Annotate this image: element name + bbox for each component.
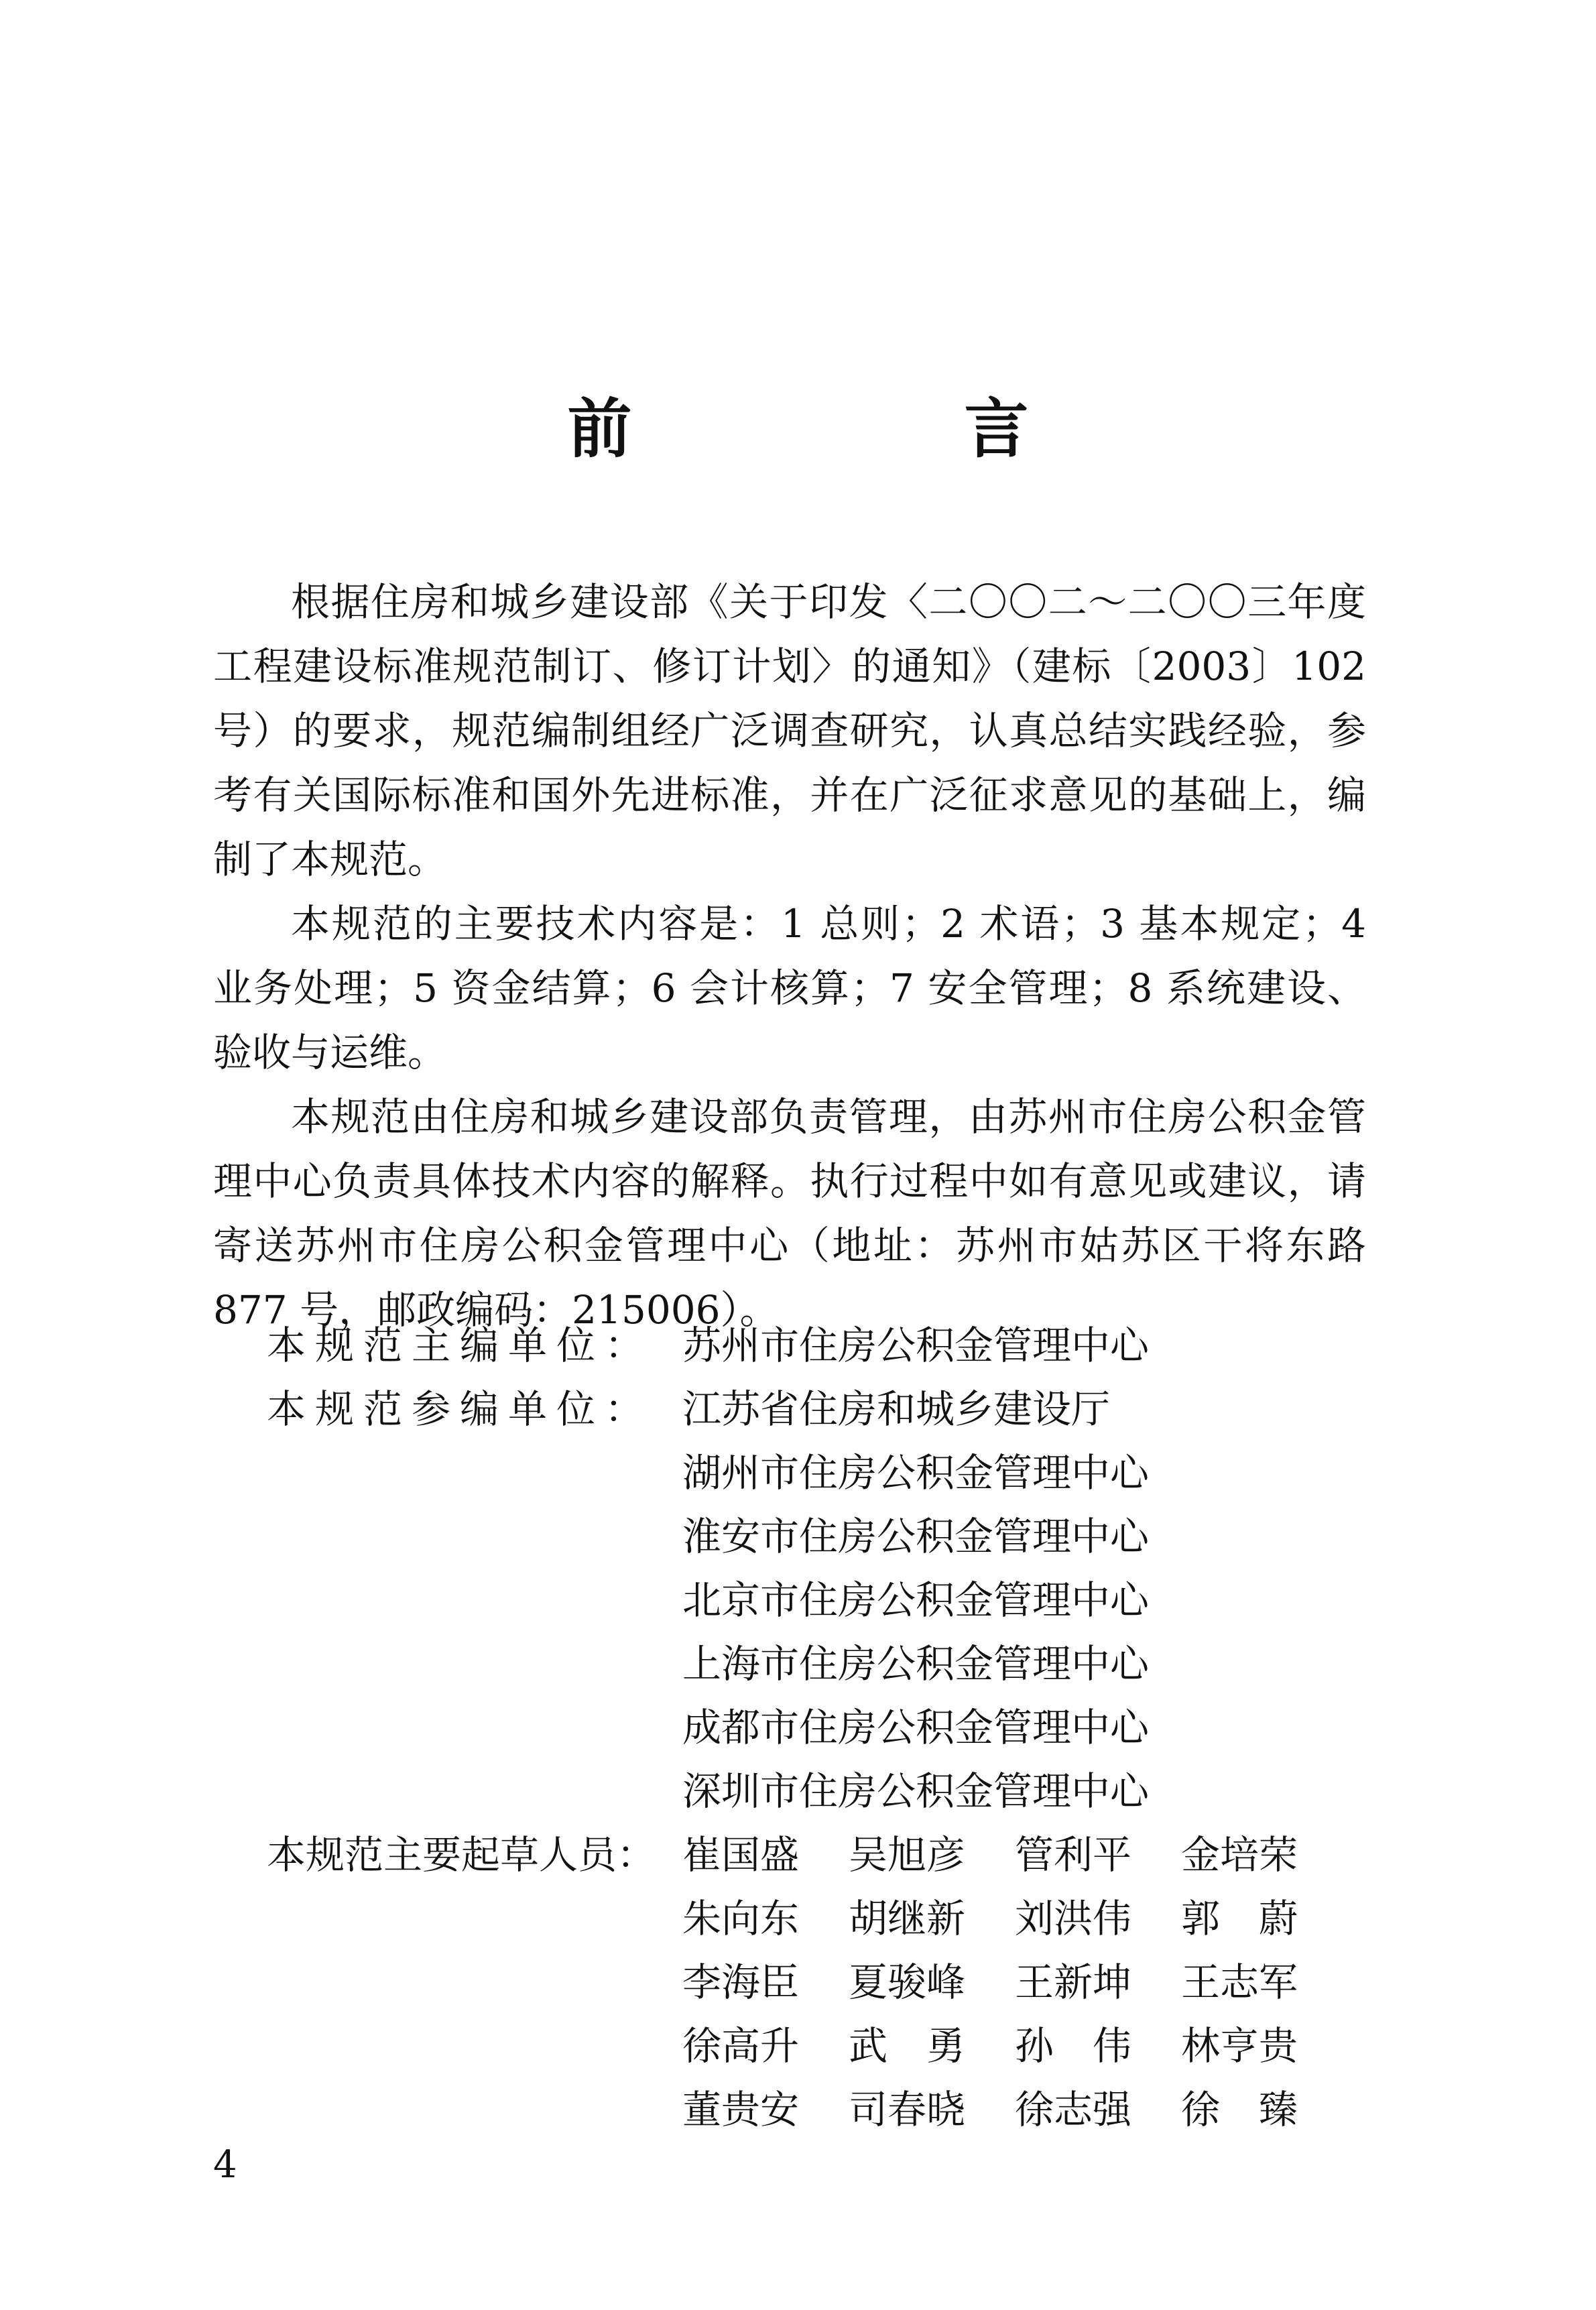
preface-paragraph: 根据住房和城乡建设部《关于印发〈二〇〇二～二〇〇三年度工程建设标准规范制订、修订计划〉的通知》（建标〔2003〕102 号）的要求，规范编制组经广泛调查研究，认真总结实践经验，参考有关国际标准和国外先进标准，并在广泛征求意见的基础上，编制了本规范。 bbox=[213, 579, 1366, 882]
drafter-name: 徐志强 bbox=[1015, 2087, 1132, 2132]
preface-body bbox=[213, 570, 1366, 1342]
drafter-name: 王志军 bbox=[1181, 1959, 1298, 2005]
drafter-name: 朱向东 bbox=[682, 1896, 800, 1941]
chief-unit-row bbox=[267, 1314, 1347, 1378]
drafter-name: 胡继新 bbox=[849, 1896, 966, 1941]
participating-unit: 北京市住房公积金管理中心 bbox=[682, 1577, 1150, 1623]
preface-paragraph: 本规范由住房和城乡建设部负责管理，由苏州市住房公积金管理中心负责具体技术内容的解释。执行过程中如有意见或建议，请寄送苏州市住房公积金管理中心（地址：苏州市姑苏区干将东路 877 号，邮政编码：215006）。 bbox=[213, 1094, 1366, 1333]
drafter-name: 王新坤 bbox=[1015, 1959, 1132, 2005]
drafters-row bbox=[267, 1823, 1347, 2142]
drafter-name: 徐 臻 bbox=[1181, 2087, 1298, 2132]
participating-units-list bbox=[682, 1378, 1149, 1823]
participating-unit: 湖州市住房公积金管理中心 bbox=[682, 1450, 1150, 1496]
drafter-name: 董贵安 bbox=[682, 2087, 800, 2132]
drafter-name: 徐高升 bbox=[682, 2023, 800, 2069]
drafter-name: 管利平 bbox=[1015, 1832, 1132, 1878]
participating-unit: 淮安市住房公积金管理中心 bbox=[682, 1514, 1150, 1559]
participating-unit: 上海市住房公积金管理中心 bbox=[682, 1641, 1150, 1687]
drafter-name: 夏骏峰 bbox=[849, 1959, 966, 2005]
drafter-name: 武 勇 bbox=[849, 2023, 966, 2069]
drafter-name: 司春晓 bbox=[849, 2087, 966, 2132]
drafters-label: 本规范主要起草人员： bbox=[267, 1832, 656, 1878]
participating-unit: 成都市住房公积金管理中心 bbox=[682, 1705, 1150, 1750]
page-number: 4 bbox=[213, 2143, 237, 2187]
participating-unit: 深圳市住房公积金管理中心 bbox=[682, 1768, 1150, 1814]
chief-unit-label: 本规范主编单位： bbox=[267, 1323, 654, 1368]
chief-unit-value: 苏州市住房公积金管理中心 bbox=[682, 1323, 1150, 1368]
drafter-name: 崔国盛 bbox=[682, 1832, 800, 1878]
preface-paragraph: 本规范的主要技术内容是：1 总则；2 术语；3 基本规定；4 业务处理；5 资金结算；6 会计核算；7 安全管理；8 系统建设、验收与运维。 bbox=[213, 901, 1366, 1075]
drafter-name: 林亨贵 bbox=[1181, 2023, 1298, 2069]
drafter-name: 郭 蔚 bbox=[1181, 1896, 1298, 1941]
drafters-list bbox=[682, 1823, 1347, 2142]
drafter-name: 金培荣 bbox=[1181, 1832, 1298, 1878]
units-section bbox=[267, 1314, 1347, 2142]
participating-unit: 江苏省住房和城乡建设厅 bbox=[682, 1386, 1111, 1432]
drafter-name: 李海臣 bbox=[682, 1959, 800, 2005]
participating-units-row bbox=[267, 1378, 1347, 1823]
page-title: 前 言 bbox=[567, 391, 1163, 467]
drafter-name: 刘洪伟 bbox=[1015, 1896, 1132, 1941]
participating-units-label: 本规范参编单位： bbox=[267, 1386, 654, 1432]
drafter-name: 吴旭彦 bbox=[849, 1832, 966, 1878]
drafter-name: 孙 伟 bbox=[1015, 2023, 1132, 2069]
